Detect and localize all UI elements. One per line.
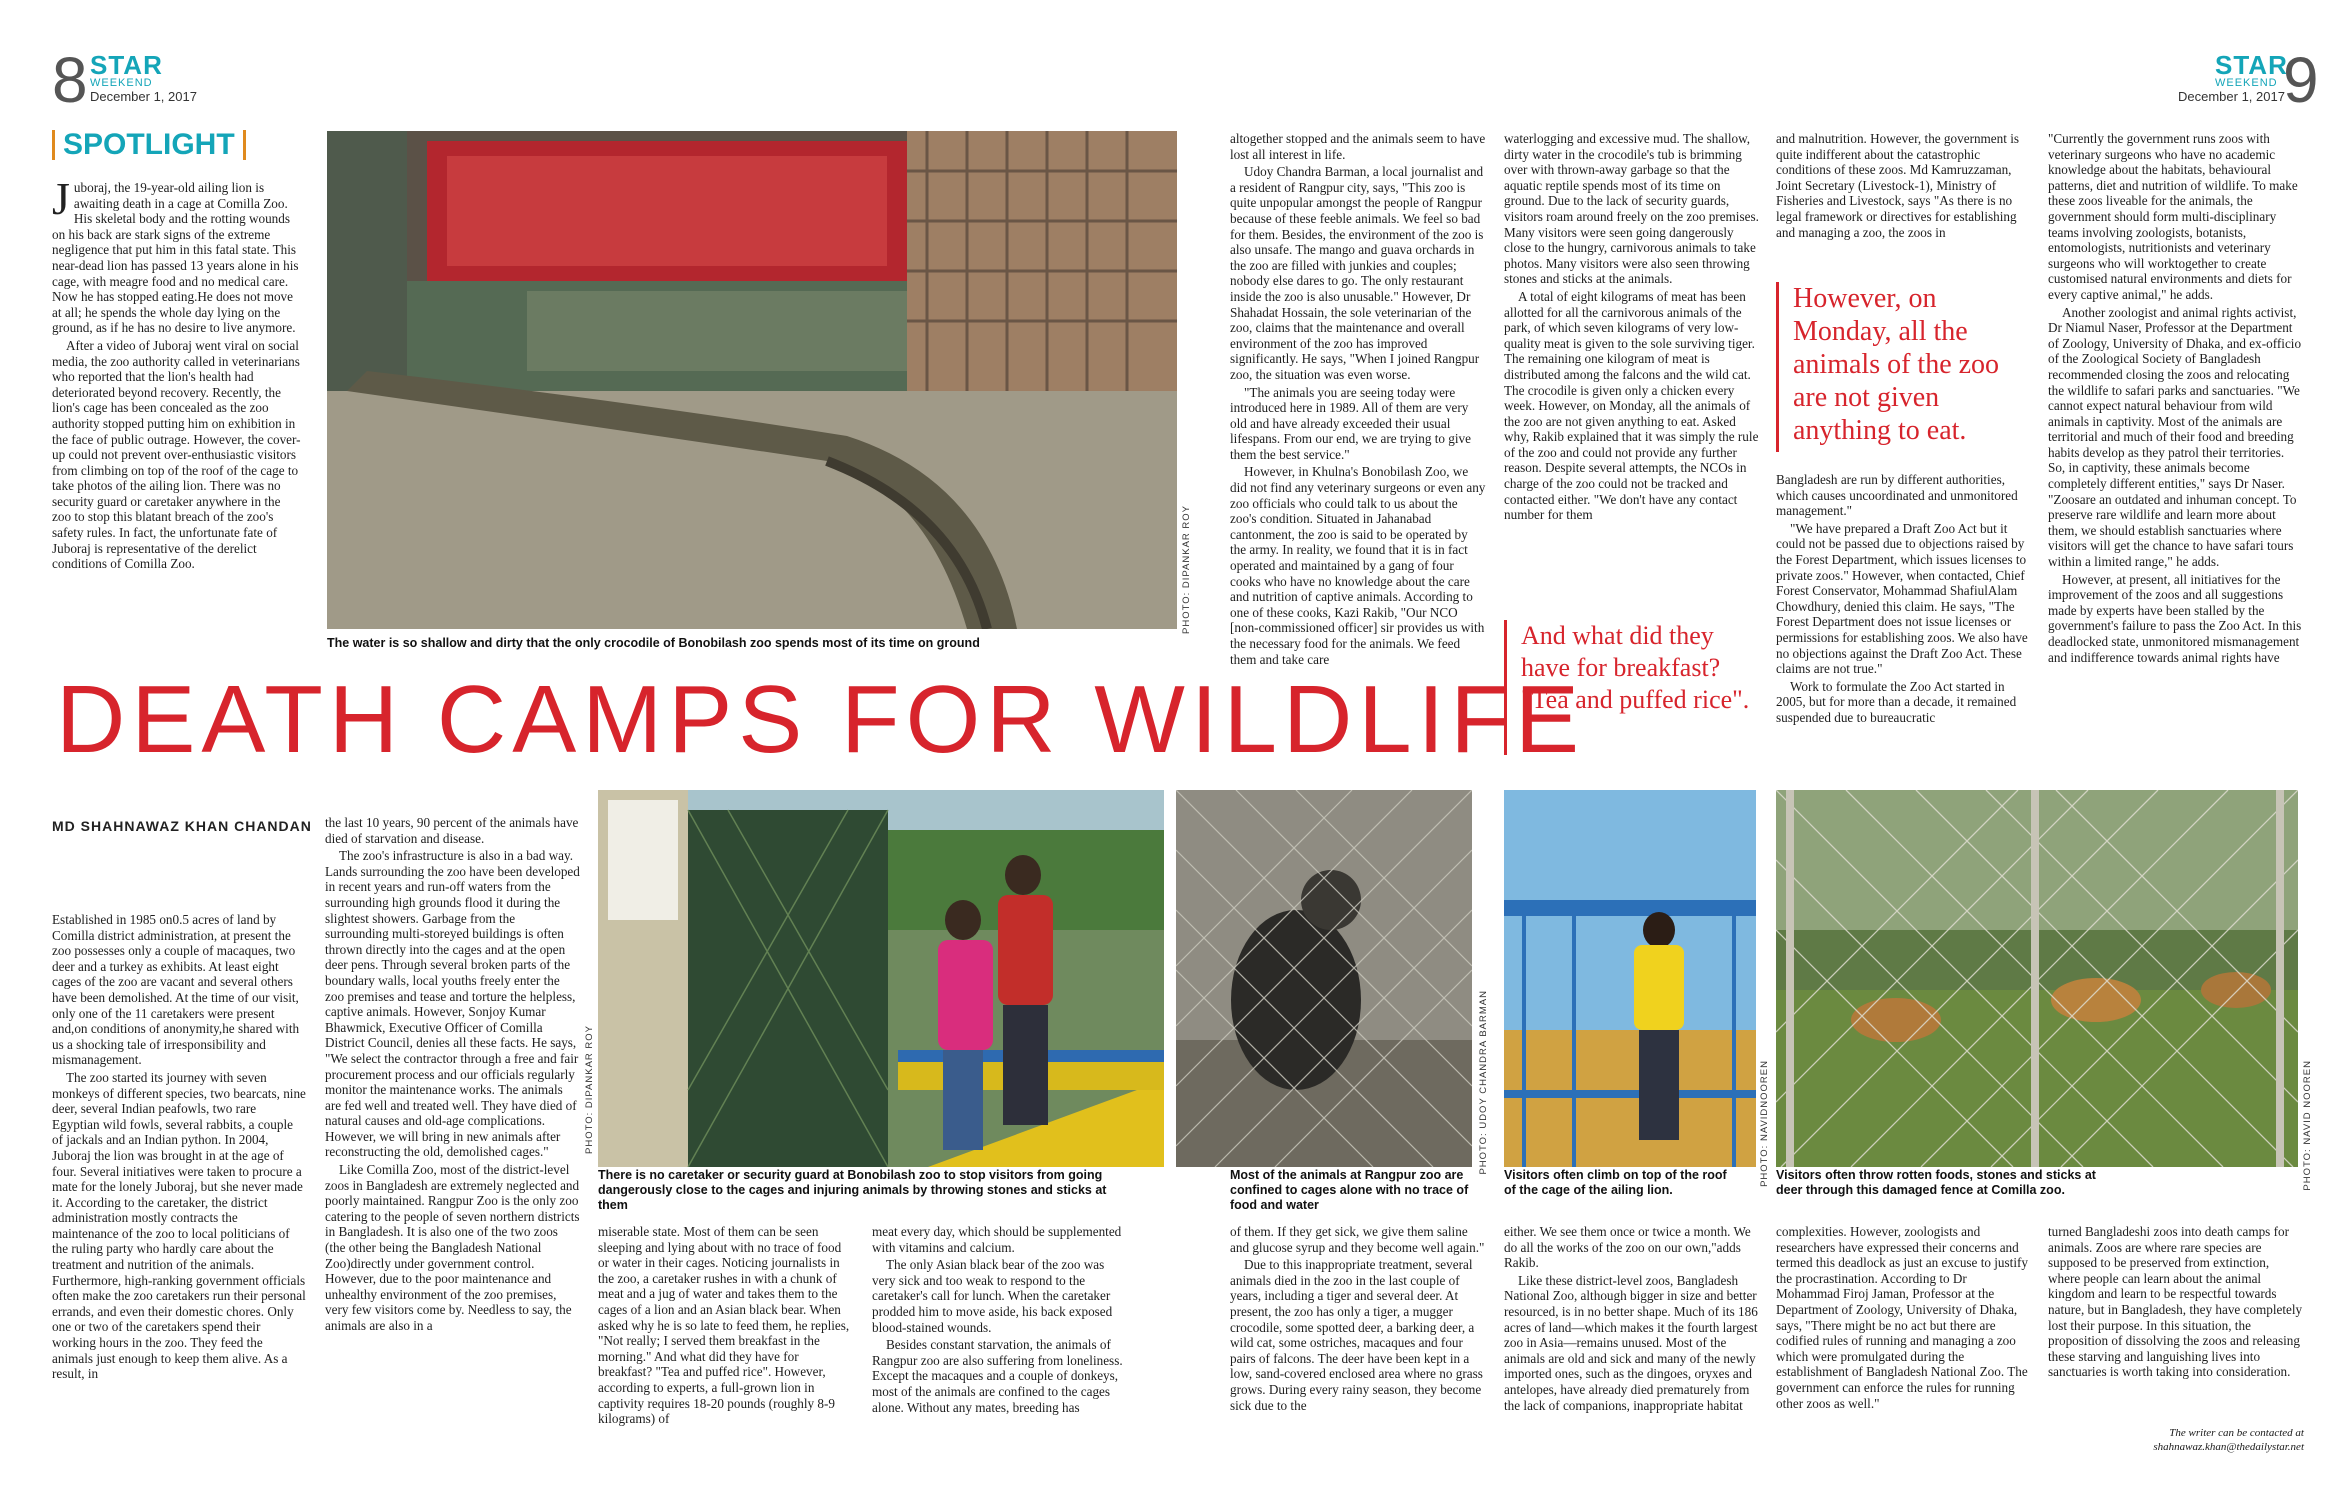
paragraph: "The animals you are seeing today were introduced here in 1989. All of them are very old and have already exceeded their usual lifespans. From our end, we are trying to give them the best service." [1230, 384, 1471, 462]
paragraph: The zoo's infrastructure is also in a bad way. Lands surrounding the zoo have been developed in recent years and run-off waters from the surrounding high grounds flood it during the slightest showers. Garbage from the surrounding multi-storeyed buildings is often thrown directly into the cages and at the open deer pens. Through several broken parts of the boundary walls, local youths freely enter the zoo premises and tease and torture the helpless, captive animals. However, Sonjoy Kumar Bhawmick, Executive Officer of Comilla District Council, denies all these facts. He says, "We select the contractor through a free and fair procurement process and our officials regularly monitor the maintenance works. The animals are fed well and treated well. They have died of natural causes and old-age complications. However, we will bring in new animals after reconstructing the old, demolished cages." [325, 848, 580, 1160]
photo-deer-caption: Visitors often throw rotten foods, stones and sticks at deer through this damaged fence at Comilla zoo. [1776, 1168, 2096, 1197]
paragraph: meat every day, which should be supplemented with vitamins and calcium. [872, 1224, 1122, 1255]
paragraph: Besides constant starvation, the animals of Rangpur zoo are also suffering from loneliness. Except the macaques and a couple of donkeys, most of the animals are confined to the cages alone. Without any mates, breeding has [872, 1337, 1123, 1415]
photo-deer-fence [1776, 790, 2298, 1167]
paragraph: altogether stopped and the animals seem to have lost all interest in life. [1230, 131, 1486, 162]
photo-bear-credit: PHOTO: UDOY CHANDRA BARMAN [1478, 990, 1489, 1175]
pullquote-breakfast [1504, 620, 1760, 755]
body-column-t3a [1776, 131, 2032, 286]
photo-lion-cage-caption: Visitors often climb on top of the roof of the cage of the ailing lion. [1504, 1168, 1727, 1197]
body-column-b3 [598, 1224, 854, 1457]
section-tag-label: SPOTLIGHT [63, 128, 235, 161]
brand-sub: WEEKEND [90, 77, 153, 89]
paragraph: Work to formulate the Zoo Act started in 2005, but for more than a decade, it remained suspended due to bureaucratic [1776, 678, 2017, 725]
pullquote-monday [1776, 282, 2032, 452]
body-column-b7 [1776, 1224, 2032, 1457]
photo-crocodile-credit: PHOTO: DIPANKAR ROY [1181, 505, 1192, 634]
drop-cap: J [52, 180, 70, 224]
paragraph: The only Asian black bear of the zoo was very sick and too weak to respond to the caretaker's call for lunch. When the caretaker prodded him to move aside, his back exposed blood-stained wounds. [872, 1257, 1113, 1335]
paragraph: either. We see them once or twice a month. We do all the works of the zoo on our own,"adds Rakib. [1504, 1224, 1751, 1271]
photo-visitors-credit: PHOTO: DIPANKAR ROY [584, 1025, 595, 1154]
paragraph: miserable state. Most of them can be seen sleeping and lying about with no trace of food or water in their cages. Noticing journalists in the zoo, a caretaker rushes in with a chunk of meat and a jug of water and takes them to the cages of a lion and an Asian black bear. When asked why he is so late to feed them, he replies, "Not really; I served them breakfast in the morning." And what did they have for breakfast? "Tea and puffed rice". However, according to experts, a full-grown lion in captivity requires 18-20 pounds (roughly 8-9 kilograms) of [598, 1224, 850, 1427]
body-column-b5 [1230, 1224, 1486, 1457]
paragraph: waterlogging and excessive mud. The shallow, dirty water in the crocodile's tub is brimming over with thrown-away garbage so that the aquatic reptile spends most of its time on ground. Due to the lack of security guards, visitors roam around freely on the zoo premises. Many visitors were seen going dangerously close to the hungry, carnivorous animals to take photos. Many visitors were also seen throwing stones and sticks at the animals. [1504, 131, 1759, 287]
paragraph: complexities. However, zoologists and researchers have expressed their concerns and termed this deadlock as just an excuse to justify the procrastination. According to Dr Mohammad Firoj Jaman, Professor at the Department of Zoology, University of Dhaka, says, "There might be no act but there are codified rules of running and managing a zoo which were promulgated during the establishment of Bangladesh National Zoo. The government can enforce the rules for running other zoos as well." [1776, 1224, 2028, 1411]
visitors-photo-illustration [598, 790, 1164, 1167]
issue-date-left: December 1, 2017 [90, 89, 197, 104]
section-tag-bar-left [52, 130, 55, 160]
lion-cage-photo-illustration [1504, 790, 1756, 1167]
paragraph: Established in 1985 on0.5 acres of land by Comilla district administration, at present the zoo possesses only a couple of macaques, two deer and a turkey as exhibits. At least eight cages of the zoo are vacant and several others have been demolished. At the time of our visit, only one of the 11 caretakers were present and,on conditions of anonymity,he shared with us a shocking tale of irresponsibility and mismanagement. [52, 912, 300, 1068]
paragraph: Another zoologist and animal rights activist, Dr Niamul Naser, Professor at the Department of Zoology, University of Dhaka, and ex-officio of the Zoological Society of Bangladesh recommended closing the zoos and relocating the wildlife to safari parks and sanctuaries. "We cannot expect natural behaviour from wild animals in captivity. Most of the animals are territorial and much of their food and breeding habits develop as they patrol their territories. So, in captivity, these animals become completely different entities," says Dr Naser. "Zoosare an outdated and inhuman concept. To preserve rare wildlife and learn more about them, we should establish sanctuaries where visitors will get the chance to have safari tours within a limited range," he adds. [2048, 304, 2302, 570]
paragraph: "Currently the government runs zoos with veterinary surgeons who have no academic knowledge about the habitats, behavioural patterns, diet and nutrition of wildlife. To make these zoos liveable for the animals, the government should form multi-disciplinary teams involving zoologists, botanists, entomologists, nutritionists and veterinary surgeons who will worktogether to create customised natural environments and diets for every captive animal," he adds. [2048, 131, 2298, 302]
photo-lion-cage-roof [1504, 790, 1756, 1167]
paragraph: However, in Khulna's Bonobilash Zoo, we did not find any veterinary surgeons or even any zoo officials who could talk to us about the zoo's condition. Situated in Jahanabad cantonment, the zoo is said to be operated by the army. In reality, we found that it is in fact operated and maintained by a gang of four cooks who have no knowledge about the care and nutrition of captive animals. According to one of these cooks, Kazi Rakib, "Our NCO [non-commissioned officer] sir provides us with the necessary food for the animals. We feed them and take care [1230, 464, 1486, 667]
bear-photo-illustration [1176, 790, 1472, 1167]
section-tag [52, 128, 246, 162]
body-column-b2 [325, 815, 581, 1457]
byline: MD SHAHNAWAZ KHAN CHANDAN [52, 818, 312, 834]
author-signoff [2048, 1426, 2304, 1454]
photo-bear-caption: Most of the animals at Rangpur zoo are confined to cages alone with no trace of food and water [1230, 1168, 1469, 1212]
issue-date-right: December 1, 2017 [2178, 89, 2285, 104]
paragraph: uboraj, the 19-year-old ailing lion is awaiting death in a cage at Comilla Zoo. His skeletal body and the rotting wounds on his back are stark signs of the extreme negligence that put him in this fatal state. This near-dead lion has passed 13 years alone in his cage, with meagre food and no medical care. Now he has stopped eating.He does not move at all; he spends the whole day lying on the ground, as if he has no desire to live anymore. [52, 180, 299, 336]
brand-logo-right: STAR [2215, 50, 2288, 80]
brand-sub-right: WEEKEND [2215, 77, 2278, 89]
pullquote-monday-text: However, on Monday, all the animals of the zoo are not given anything to eat. [1793, 283, 2000, 446]
headline: DEATH CAMPS FOR WILDLIFE [56, 666, 1586, 773]
pullquote-breakfast-text: And what did they have for breakfast? "Tea and puffed rice". [1521, 621, 1750, 714]
left-page-number: 8 [52, 44, 88, 116]
brand-logo: STAR [90, 50, 163, 80]
body-column-t1 [1230, 131, 1486, 767]
paragraph: and malnutrition. However, the government is quite indifferent about the catastrophic conditions of these zoos. Md Kamruzzaman, Joint Secretary (Livestock-1), Ministry of Fisheries and Livestock, says "As there is no legal framework or directives for establishing and managing a zoo, the zoos in [1776, 131, 2020, 240]
body-column-t4 [2048, 131, 2304, 767]
section-tag-bar-right [243, 130, 246, 160]
paragraph: A total of eight kilograms of meat has been allotted for all the carnivorous animals of the park, of which seven kilograms of very low-quality meat is given to the sole surviving tiger. The remaining one kilogram of meat is distributed among the falcons and the wild cat. The crocodile is given only a chicken every week. However, on Monday, all the animals of the zoo are not given anything to eat. Asked why, Rakib explained that it was simply the rule of the zoo and could not provide any further reason. Despite several attempts, the NCOs in charge of the zoo could not be tracked and contacted either. "We don't have any contact number for them [1504, 288, 1759, 523]
paragraph: The zoo started its journey with seven monkeys of different species, two bearcats, nine deer, several Indian peafowls, two rare Egyptian wild fowls, several rabbits, a couple of jackals and an Indian python. In 2004, Juboraj the lion was brought in at the age of four. Several initiatives were taken to procure a mate for the lonely Juboraj, but she never made it. According to the caretaker, the district administration mostly contracts the maintenance of the zoo to local politicians of the ruling party who hardly care about the treatment and nutrition of the animals. Furthermore, high-ranking government officials often make the zoo caretakers run their personal errands, and even their domestic chores. Only one or two of the caretakers spend their working hours in the zoo. They feed the animals just enough to keep them alive. As a result, in [52, 1069, 306, 1382]
photo-deer-credit: PHOTO: NAVID NOOREN [2302, 1060, 2313, 1191]
paragraph: the last 10 years, 90 percent of the animals have died of starvation and disease. [325, 815, 579, 846]
paragraph: Due to this inappropriate treatment, several animals died in the zoo in the last couple of years, including a tiger and several deer. At present, the zoo has only a tiger, a mugger crocodile, some spotted deer, a barking deer, a wild cat, some ostriches, macaques and four pairs of falcons. The deer have been kept in a low, sand-covered enclosed area where no grass grows. During every rainy season, they become sick due to the [1230, 1257, 1483, 1413]
signoff-line: The writer can be contacted at [2169, 1427, 2304, 1439]
deer-photo-illustration [1776, 790, 2298, 1167]
body-column-b6 [1504, 1224, 1760, 1457]
body-column-t3b [1776, 472, 2032, 767]
photo-visitors-caption: There is no caretaker or security guard at Bonobilash zoo to stop visitors from going dangerously close to the cages and injuring animals by throwing stones and sticks at them [598, 1168, 1107, 1212]
paragraph: After a video of Juboraj went viral on social media, the zoo authority called in veterinarians who reported that the lion's health had deteriorated beyond recovery. Recently, the lion's cage has been concealed as the zoo authority stopped putting him on exhibition in the face of public outrage. However, the cover-up could not prevent over-enthusiastic visitors from climbing on top of the roof of the cage to take photos of the ailing lion. There was no security guard or caretaker anywhere in the zoo to stop this blatant breach of the zoo's safety rules. In fact, the unfortunate fate of Juboraj is representative of the derelict conditions of Comilla Zoo. [52, 337, 301, 572]
paragraph: turned Bangladeshi zoos into death camps for animals. Zoos are where rare species are supposed to be preserved from extinction, where people can learn about the animal kingdom and learn to be respectful towards nature, but in Bangladesh, they have completely lost their purpose. In this situation, the proposition of dissolving the zoos and releasing these starving and languishing lives into sanctuaries is worth taking into consideration. [2048, 1224, 2303, 1380]
photo-visitors-cage [598, 790, 1164, 1167]
paragraph: Udoy Chandra Barman, a local journalist and a resident of Rangpur city, says, "This zoo is quite unpopular amongst the people of Rangpur because of these feeble animals. We feel so bad for them. Besides, the environment of the zoo is also unsafe. The mango and guava orchards in the zoo are filled with junkies and couples; nobody else dares to go. The only restaurant inside the zoo is also unusable." However, Dr Shahadat Hossain, the sole veterinarian of the zoo, claims that the maintenance and overall environment of the zoo has improved significantly. He says, "When I joined Rangpur zoo, the situation was even worse. [1230, 164, 1484, 382]
photo-crocodile-caption: The water is so shallow and dirty that the only crocodile of Bonobilash zoo spends most of its time on ground [327, 636, 980, 650]
photo-bear-cage [1176, 790, 1472, 1167]
intro-column [52, 180, 302, 650]
body-column-b8 [2048, 1224, 2304, 1429]
paragraph: Bangladesh are run by different authorities, which causes uncoordinated and unmonitored management." [1776, 472, 2018, 519]
photo-lion-cage-credit: PHOTO: NAVIDNOOREN [1759, 1060, 1770, 1187]
paragraph: Like Comilla Zoo, most of the district-level zoos in Bangladesh are extremely neglected and poorly maintained. Rangpur Zoo is the only zoo catering to the people of seven northern districts in Bangladesh. It is also one of the two zoos (the other being the Bangladesh National Zoo)directly under government control. However, due to the poor maintenance and unhealthy environment of the zoo premises, very few visitors come by. Needless to say, the animals are also in a [325, 1162, 580, 1333]
right-page-number: 9 [2283, 44, 2319, 116]
body-column-b4 [872, 1224, 1128, 1457]
body-column-t2 [1504, 131, 1760, 611]
paragraph: However, at present, all initiatives for the improvement of the zoos and all suggestions made by experts have been stalled by the government's failure to pass the Zoo Act. In this deadlocked state, unmonitored mismanagement and indifference towards animal rights have [2048, 571, 2302, 665]
author-email: shahnawaz.khan@thedailystar.net [2153, 1441, 2304, 1453]
photo-crocodile [327, 131, 1177, 629]
body-column-b1 [52, 912, 307, 1457]
crocodile-photo-illustration [327, 131, 1177, 629]
paragraph: Like these district-level zoos, Bangladesh National Zoo, although bigger in size and better resourced, is in no better shape. Much of its 186 acres of land—which makes it the fourth largest zoo in Asia—remains unused. Most of the animals are old and sick and many of the newly imported ones, such as the dingoes, oryxes and antelopes, have already died prematurely from the lack of companions, inappropriate habitat [1504, 1272, 1758, 1413]
paragraph: of them. If they get sick, we give them saline and glucose syrup and they become well again." [1230, 1224, 1485, 1255]
paragraph: "We have prepared a Draft Zoo Act but it could not be passed due to objections raised by the Forest Department, which issues licenses to private zoos." However, when contacted, Chief Forest Conservator, Mohammad ShafiulAlam Chowdhury, denied this claim. He says, "The Forest Department does not issue licenses or permissions for establishing zoos. We also have no objections against the Draft Zoo Act. These claims are not true." [1776, 520, 2028, 677]
